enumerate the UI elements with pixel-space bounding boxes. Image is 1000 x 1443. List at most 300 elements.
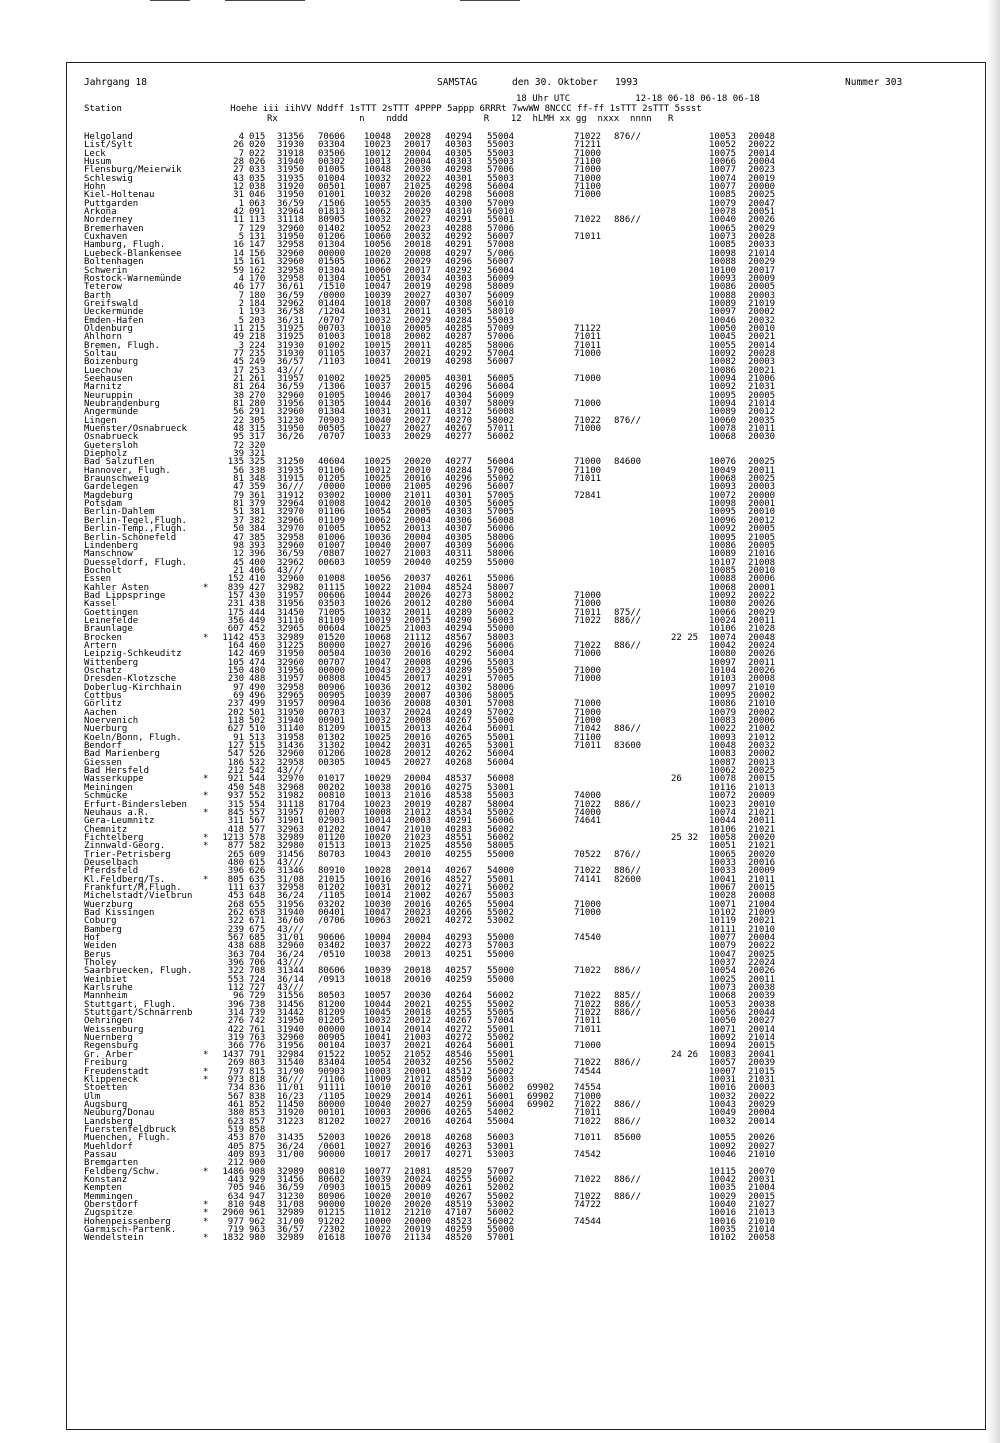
iihvv-value: 32960 bbox=[277, 248, 305, 259]
nddff-value: 01215 bbox=[318, 1208, 346, 1219]
station-name: Bamberg bbox=[84, 924, 122, 935]
iihvv-value: 31118 bbox=[277, 799, 305, 810]
tendency-value: 56004 bbox=[487, 182, 515, 193]
station-index: 635 bbox=[249, 874, 266, 885]
tendency-value: 57008 bbox=[487, 699, 515, 710]
weather-value: 71022 bbox=[574, 132, 602, 142]
max-temp-value: 10075 bbox=[709, 148, 737, 159]
station-name: Neuhaus a.R. bbox=[84, 807, 150, 818]
min-temp-value: 20025 bbox=[748, 457, 776, 468]
max-temp-value: 10048 bbox=[709, 741, 737, 752]
station-index: 453 bbox=[249, 632, 266, 643]
max-temp-value: 10092 bbox=[709, 348, 737, 359]
station-name: Guetersloh bbox=[84, 440, 139, 451]
station-name: Nuerburg bbox=[84, 724, 128, 735]
temp-2-value: 20013 bbox=[404, 724, 432, 735]
height-value: 567 bbox=[227, 1091, 244, 1102]
iihvv-value: 31456 bbox=[277, 849, 305, 860]
station-index: 033 bbox=[249, 165, 266, 176]
nddff-value: 01302 bbox=[318, 732, 346, 743]
height-value: 21 bbox=[233, 373, 244, 384]
tendency-value: 55002 bbox=[487, 807, 515, 818]
min-temp-value: 21012 bbox=[748, 732, 776, 743]
temp-1-value: 10036 bbox=[364, 682, 392, 693]
weather-value: 71011 bbox=[574, 232, 602, 243]
min-temp-value: 20015 bbox=[748, 774, 776, 785]
station-index: 438 bbox=[249, 599, 266, 610]
nddff-value: 01007 bbox=[318, 540, 346, 551]
station-index: 474 bbox=[249, 657, 266, 668]
temp-2-value: 20018 bbox=[404, 240, 432, 251]
station-name: Bad Salzuflen bbox=[84, 457, 155, 468]
min-temp-value: 20006 bbox=[748, 716, 776, 727]
max-temp-value: 10068 bbox=[709, 582, 737, 593]
weather-value: 71022 bbox=[574, 799, 602, 810]
station-name: Helgoland bbox=[84, 132, 133, 142]
nddff-value: 81704 bbox=[318, 799, 346, 810]
height-value: 805 bbox=[227, 874, 244, 885]
temp-1-value: 10018 bbox=[364, 974, 392, 985]
temp-1-value: 10013 bbox=[364, 791, 392, 802]
station-name: Flensburg/Meierwik bbox=[84, 165, 182, 176]
temp-1-value: 10028 bbox=[364, 866, 392, 877]
station-name: Leck bbox=[84, 148, 106, 159]
nddff-value: 01008 bbox=[318, 574, 346, 585]
iihvv-value: 36/61 bbox=[277, 282, 305, 293]
max-temp-value: 10049 bbox=[709, 465, 737, 476]
station-name: Diepholz bbox=[84, 449, 128, 460]
max-temp-value: 10094 bbox=[709, 373, 737, 384]
iihvv-value: 31915 bbox=[277, 474, 305, 485]
max-temp-value: 10050 bbox=[709, 323, 737, 334]
pressure-value: 48538 bbox=[445, 791, 473, 802]
weather-value: 74544 bbox=[574, 1066, 602, 1077]
min-temp-value: 20026 bbox=[748, 966, 776, 977]
height-value: 322 bbox=[227, 966, 244, 977]
pressure-value: 40255 bbox=[445, 1008, 473, 1019]
temp-1-value: 10040 bbox=[364, 1099, 392, 1110]
pressure-value: 40300 bbox=[445, 198, 473, 209]
mountain-mark: * bbox=[203, 1049, 209, 1060]
station-index: 317 bbox=[249, 432, 266, 443]
height-value: 366 bbox=[227, 1041, 244, 1052]
tendency-value: 55004 bbox=[487, 1116, 515, 1127]
height-value: 96 bbox=[233, 991, 244, 1002]
tendency-value: 56008 bbox=[487, 407, 515, 418]
nddff-value: /1105 bbox=[318, 891, 346, 902]
station-name: Noervenich bbox=[84, 716, 139, 727]
nddff-value: 81209 bbox=[318, 1008, 346, 1019]
station-index: 761 bbox=[249, 1024, 266, 1035]
iihvv-value: 31118 bbox=[277, 215, 305, 226]
min-temp-value: 20070 bbox=[748, 1166, 776, 1177]
tendency-value: 56004 bbox=[487, 757, 515, 768]
temp-2-value: 20004 bbox=[404, 933, 432, 943]
temp-1-value: 10037 bbox=[364, 382, 392, 393]
temp-2-value: 20037 bbox=[404, 574, 432, 585]
mountain-mark: * bbox=[203, 832, 209, 843]
max-temp-value: 10093 bbox=[709, 732, 737, 743]
max-temp-value: 10068 bbox=[709, 991, 737, 1002]
station-index: 091 bbox=[249, 207, 266, 218]
height-value: 11 bbox=[233, 215, 244, 226]
gust-value: 25 32 bbox=[671, 832, 699, 843]
temp-1-value: 10025 bbox=[364, 732, 392, 743]
nddff-value: 01522 bbox=[318, 1049, 346, 1060]
weather-value: 74544 bbox=[574, 1216, 602, 1227]
min-temp-value: 20016 bbox=[748, 857, 776, 868]
temp-1-value: 10043 bbox=[364, 849, 392, 860]
weather-value: 71022 bbox=[574, 1191, 602, 1202]
temp-1-value: 10020 bbox=[364, 1191, 392, 1202]
station-name: Bad Lippspringe bbox=[84, 590, 166, 601]
tendency-value: 5/006 bbox=[487, 248, 515, 259]
max-temp-value: 10102 bbox=[709, 907, 737, 918]
temp-2-value: 21025 bbox=[404, 841, 432, 852]
station-name: Garmisch-Partenk. bbox=[84, 1225, 177, 1236]
min-temp-value: 20048 bbox=[748, 632, 776, 643]
cloud-value: 885// bbox=[614, 991, 642, 1002]
max-temp-value: 10079 bbox=[709, 707, 737, 718]
station-index: 708 bbox=[249, 966, 266, 977]
iihvv-value: 32966 bbox=[277, 515, 305, 526]
temp-1-value: 10062 bbox=[364, 515, 392, 526]
nddff-value: 01005 bbox=[318, 390, 346, 401]
nddff-value: /2302 bbox=[318, 1225, 346, 1236]
nddff-value: /0000 bbox=[318, 482, 346, 493]
iihvv-value: 36/24 bbox=[277, 891, 305, 902]
iihvv-value: 36/59 bbox=[277, 1183, 305, 1194]
temp-2-value: 21005 bbox=[404, 482, 432, 493]
station-name: Kl.Feldberg/Ts. bbox=[84, 874, 166, 885]
max-temp-value: 10058 bbox=[709, 832, 737, 843]
temp-1-value: 10042 bbox=[364, 499, 392, 510]
station-index: 548 bbox=[249, 782, 266, 793]
temp-2-value: 20009 bbox=[404, 1183, 432, 1194]
height-value: 212 bbox=[227, 1158, 244, 1169]
max-temp-value: 10029 bbox=[709, 1191, 737, 1202]
min-temp-value: 21004 bbox=[748, 1183, 776, 1194]
temp-1-value: 10041 bbox=[364, 357, 392, 368]
station-name: Bremgarten bbox=[84, 1158, 139, 1169]
station-index: 393 bbox=[249, 540, 266, 551]
max-temp-value: 10080 bbox=[709, 599, 737, 610]
max-temp-value: 10046 bbox=[709, 1149, 737, 1160]
min-temp-value: 21004 bbox=[748, 899, 776, 910]
pressure-value: 40293 bbox=[445, 933, 473, 943]
pressure-value: 40291 bbox=[445, 816, 473, 827]
max-temp-value: 10078 bbox=[709, 774, 737, 785]
height-value: 877 bbox=[227, 841, 244, 852]
temp-1-value: 10048 bbox=[364, 165, 392, 176]
station-name: Potsdam bbox=[84, 499, 122, 510]
weather-value: 71000 bbox=[574, 716, 602, 727]
tendency-value: 55006 bbox=[487, 574, 515, 585]
tendency-value: 55001 bbox=[487, 1024, 515, 1035]
mountain-mark: * bbox=[203, 632, 209, 643]
cloud-value: 876// bbox=[614, 849, 642, 860]
pressure-value: 40296 bbox=[445, 382, 473, 393]
weather-value: 71100 bbox=[574, 732, 602, 743]
temp-2-value: 20010 bbox=[404, 465, 432, 476]
station-name: Oberstdorf bbox=[84, 1200, 139, 1210]
weather-value: 71022 bbox=[574, 1116, 602, 1127]
nddff-value: 01106 bbox=[318, 507, 346, 518]
station-index: 567 bbox=[249, 816, 266, 827]
height-value: 405 bbox=[227, 1141, 244, 1152]
mountain-mark: * bbox=[203, 1074, 209, 1085]
nddff-value: 81200 bbox=[318, 999, 346, 1010]
station-index: 449 bbox=[249, 615, 266, 626]
temp-1-value: 10031 bbox=[364, 882, 392, 893]
temp-2-value: 20032 bbox=[404, 1058, 432, 1069]
station-index: 908 bbox=[249, 1166, 266, 1177]
tendency-value: 56007 bbox=[487, 357, 515, 368]
iihvv-value: 32965 bbox=[277, 691, 305, 702]
height-value: 7 bbox=[238, 290, 244, 301]
min-temp-value: 20015 bbox=[748, 1041, 776, 1052]
min-temp-value: 20014 bbox=[748, 148, 776, 159]
iihvv-value: 31918 bbox=[277, 148, 305, 159]
tendency-value: 56007 bbox=[487, 232, 515, 243]
max-temp-value: 10060 bbox=[709, 415, 737, 426]
height-value: 396 bbox=[227, 958, 244, 969]
pressure-value: 40265 bbox=[445, 732, 473, 743]
station-name: Pferdsfeld bbox=[84, 866, 139, 877]
temp-2-value: 20034 bbox=[404, 273, 432, 284]
max-temp-value: 10079 bbox=[709, 198, 737, 209]
temp-2-value: 20016 bbox=[404, 649, 432, 660]
iihvv-value: 31456 bbox=[277, 999, 305, 1010]
height-value: 37 bbox=[233, 515, 244, 526]
pressure-value: 40262 bbox=[445, 749, 473, 760]
min-temp-value: 21021 bbox=[748, 824, 776, 835]
pressure-value: 40309 bbox=[445, 540, 473, 551]
nddff-value: 00808 bbox=[318, 674, 346, 685]
iihvv-value: 31230 bbox=[277, 415, 305, 426]
nddff-value: 80906 bbox=[318, 1191, 346, 1202]
station-index: 063 bbox=[249, 198, 266, 209]
cloud-value: 886// bbox=[614, 1116, 642, 1127]
nddff-value: 01813 bbox=[318, 207, 346, 218]
max-temp-value: 10093 bbox=[709, 273, 737, 284]
tendency-value: 57008 bbox=[487, 240, 515, 251]
height-value: 81 bbox=[233, 382, 244, 393]
temp-2-value: 21016 bbox=[404, 791, 432, 802]
station-name: Cuxhaven bbox=[84, 232, 128, 243]
temp-2-value: 20032 bbox=[404, 232, 432, 243]
min-temp-value: 20013 bbox=[748, 757, 776, 768]
max-temp-value: 10042 bbox=[709, 1174, 737, 1185]
temp-2-value: 20040 bbox=[404, 557, 432, 568]
station-index: 305 bbox=[249, 415, 266, 426]
min-temp-value: 20011 bbox=[748, 615, 776, 626]
iihvv-value: 11/01 bbox=[277, 1083, 305, 1094]
min-temp-value: 20026 bbox=[748, 215, 776, 226]
iihvv-value: 43/// bbox=[277, 983, 305, 994]
height-value: 319 bbox=[227, 1033, 244, 1044]
temp-2-value: 21004 bbox=[404, 582, 432, 593]
temp-1-value: 10030 bbox=[364, 899, 392, 910]
height-value: 72 bbox=[233, 440, 244, 451]
nddff-value: 90903 bbox=[318, 1066, 346, 1077]
max-temp-value: 10033 bbox=[709, 866, 737, 877]
pressure-value: 40257 bbox=[445, 966, 473, 977]
pressure-value: 40303 bbox=[445, 140, 473, 151]
pressure-value: 48551 bbox=[445, 832, 473, 843]
nddff-value: 00703 bbox=[318, 323, 346, 334]
min-temp-value: 20020 bbox=[748, 849, 776, 860]
pressure-value: 40267 bbox=[445, 866, 473, 877]
temp-2-value: 21012 bbox=[404, 1074, 432, 1085]
min-temp-value: 20003 bbox=[748, 482, 776, 493]
tendency-value: 56009 bbox=[487, 273, 515, 284]
nddff-value: 01109 bbox=[318, 515, 346, 526]
min-temp-value: 20026 bbox=[748, 666, 776, 676]
issue-label: Nummer 303 bbox=[845, 77, 903, 88]
iihvv-value: 32965 bbox=[277, 624, 305, 635]
tendency-value: 56005 bbox=[487, 499, 515, 510]
nddff-value: 01202 bbox=[318, 824, 346, 835]
station-name: Ahlhorn bbox=[84, 332, 122, 343]
min-temp-value: 21013 bbox=[748, 782, 776, 793]
station-name: Neuburg/Donau bbox=[84, 1108, 155, 1119]
weather-value: 71000 bbox=[574, 599, 602, 610]
iihvv-value: 32968 bbox=[277, 782, 305, 793]
tendency-value: 58004 bbox=[487, 799, 515, 810]
station-index: 499 bbox=[249, 699, 266, 710]
max-temp-value: 10100 bbox=[709, 265, 737, 276]
min-temp-value: 22024 bbox=[748, 958, 776, 969]
height-value: 4 bbox=[238, 132, 244, 142]
weather-value: 71022 bbox=[574, 1099, 602, 1110]
height-value: 47 bbox=[233, 482, 244, 493]
station-name: Fichtelberg bbox=[84, 832, 144, 843]
temp-2-value: 20024 bbox=[404, 707, 432, 718]
weather-value: 71022 bbox=[574, 615, 602, 626]
nddff-value: 91202 bbox=[318, 1216, 346, 1227]
pressure-value: 40294 bbox=[445, 132, 473, 142]
iihvv-value: 31950 bbox=[277, 232, 305, 243]
pressure-value: 40264 bbox=[445, 724, 473, 735]
iihvv-value: 43/// bbox=[277, 857, 305, 868]
nddff-value: 01001 bbox=[318, 190, 346, 201]
cloud-value: 85600 bbox=[614, 1133, 642, 1144]
nddff-value: 01206 bbox=[318, 232, 346, 243]
height-value: 95 bbox=[233, 432, 244, 443]
temp-1-value: 10015 bbox=[364, 340, 392, 351]
max-temp-value: 10092 bbox=[709, 1033, 737, 1044]
temp-1-value: 10004 bbox=[364, 933, 392, 943]
station-index: 224 bbox=[249, 340, 266, 351]
pressure-value: 40264 bbox=[445, 1041, 473, 1052]
station-name: Marnitz bbox=[84, 382, 122, 393]
temp-2-value: 20007 bbox=[404, 540, 432, 551]
pressure-value: 40292 bbox=[445, 265, 473, 276]
height-value: 438 bbox=[227, 941, 244, 952]
height-value: 127 bbox=[227, 741, 244, 752]
station-index: 688 bbox=[249, 941, 266, 952]
pressure-value: 40305 bbox=[445, 307, 473, 318]
temp-2-value: 20029 bbox=[404, 432, 432, 443]
tendency-value: 55004 bbox=[487, 899, 515, 910]
nddff-value: 02903 bbox=[318, 816, 346, 827]
min-temp-value: 21021 bbox=[748, 807, 776, 818]
pressure-value: 40291 bbox=[445, 240, 473, 251]
temp-2-value: 20016 bbox=[404, 474, 432, 485]
iihvv-value: 31356 bbox=[277, 132, 305, 142]
nddff-value: 00504 bbox=[318, 649, 346, 660]
tendency-value: 57005 bbox=[487, 507, 515, 518]
weather-value: 71000 bbox=[574, 399, 602, 409]
iihvv-value: 36/57 bbox=[277, 357, 305, 368]
station-name: Oschatz bbox=[84, 666, 122, 676]
pressure-value: 40267 bbox=[445, 716, 473, 727]
cloud-value: 82600 bbox=[614, 874, 642, 885]
max-temp-value: 10066 bbox=[709, 157, 737, 168]
iihvv-value: 32960 bbox=[277, 574, 305, 585]
iihvv-value: 32989 bbox=[277, 1208, 305, 1219]
temp-1-value: 10026 bbox=[364, 1133, 392, 1144]
tendency-value: 58006 bbox=[487, 549, 515, 560]
station-name: Stuttgart/Schnarrenb bbox=[84, 1008, 193, 1019]
station-index: 315 bbox=[249, 424, 266, 435]
station-index: 384 bbox=[249, 524, 266, 535]
tendency-value: 56003 bbox=[487, 1074, 515, 1085]
station-index: 510 bbox=[249, 724, 266, 735]
max-temp-value: 10092 bbox=[709, 382, 737, 393]
temp-2-value: 21210 bbox=[404, 1208, 432, 1219]
station-index: 513 bbox=[249, 732, 266, 743]
tendency-value: 55002 bbox=[487, 474, 515, 485]
weather-value: 71000 bbox=[574, 649, 602, 660]
nddff-value: 81209 bbox=[318, 724, 346, 735]
station-index: 261 bbox=[249, 373, 266, 384]
pressure-value: 40303 bbox=[445, 273, 473, 284]
station-index: 947 bbox=[249, 1191, 266, 1202]
height-value: 56 bbox=[233, 407, 244, 418]
min-temp-value: 20022 bbox=[748, 1091, 776, 1102]
iihvv-value: 31957 bbox=[277, 807, 305, 818]
nddff-value: 01008 bbox=[318, 499, 346, 510]
station-index: 193 bbox=[249, 307, 266, 318]
temp-2-value: 20017 bbox=[404, 140, 432, 151]
temp-2-value: 20016 bbox=[404, 1141, 432, 1152]
iihvv-value: 31958 bbox=[277, 732, 305, 743]
temp-2-value: 20027 bbox=[404, 415, 432, 426]
station-index: 156 bbox=[249, 248, 266, 259]
max-temp-value: 10087 bbox=[709, 757, 737, 768]
max-temp-value: 10092 bbox=[709, 590, 737, 601]
station-index: 962 bbox=[249, 1216, 266, 1227]
min-temp-value: 20029 bbox=[748, 223, 776, 234]
min-temp-value: 21010 bbox=[748, 1216, 776, 1227]
pressure-value: 40255 bbox=[445, 1174, 473, 1185]
iihvv-value: 36/24 bbox=[277, 949, 305, 960]
iihvv-value: 32960 bbox=[277, 749, 305, 760]
station-name: Emden-Hafen bbox=[84, 315, 144, 326]
temp-2-value: 20017 bbox=[404, 674, 432, 685]
min-temp-value: 21010 bbox=[748, 1149, 776, 1160]
temp-2-value: 21003 bbox=[404, 1033, 432, 1044]
pressure-value: 40294 bbox=[445, 624, 473, 635]
max-temp-value: 10071 bbox=[709, 899, 737, 910]
temp-1-value: 10022 bbox=[364, 582, 392, 593]
nddff-value: 00603 bbox=[318, 557, 346, 568]
weather-value: 71000 bbox=[574, 674, 602, 685]
iihvv-value: 31230 bbox=[277, 1191, 305, 1202]
pressure-value: 40287 bbox=[445, 799, 473, 810]
